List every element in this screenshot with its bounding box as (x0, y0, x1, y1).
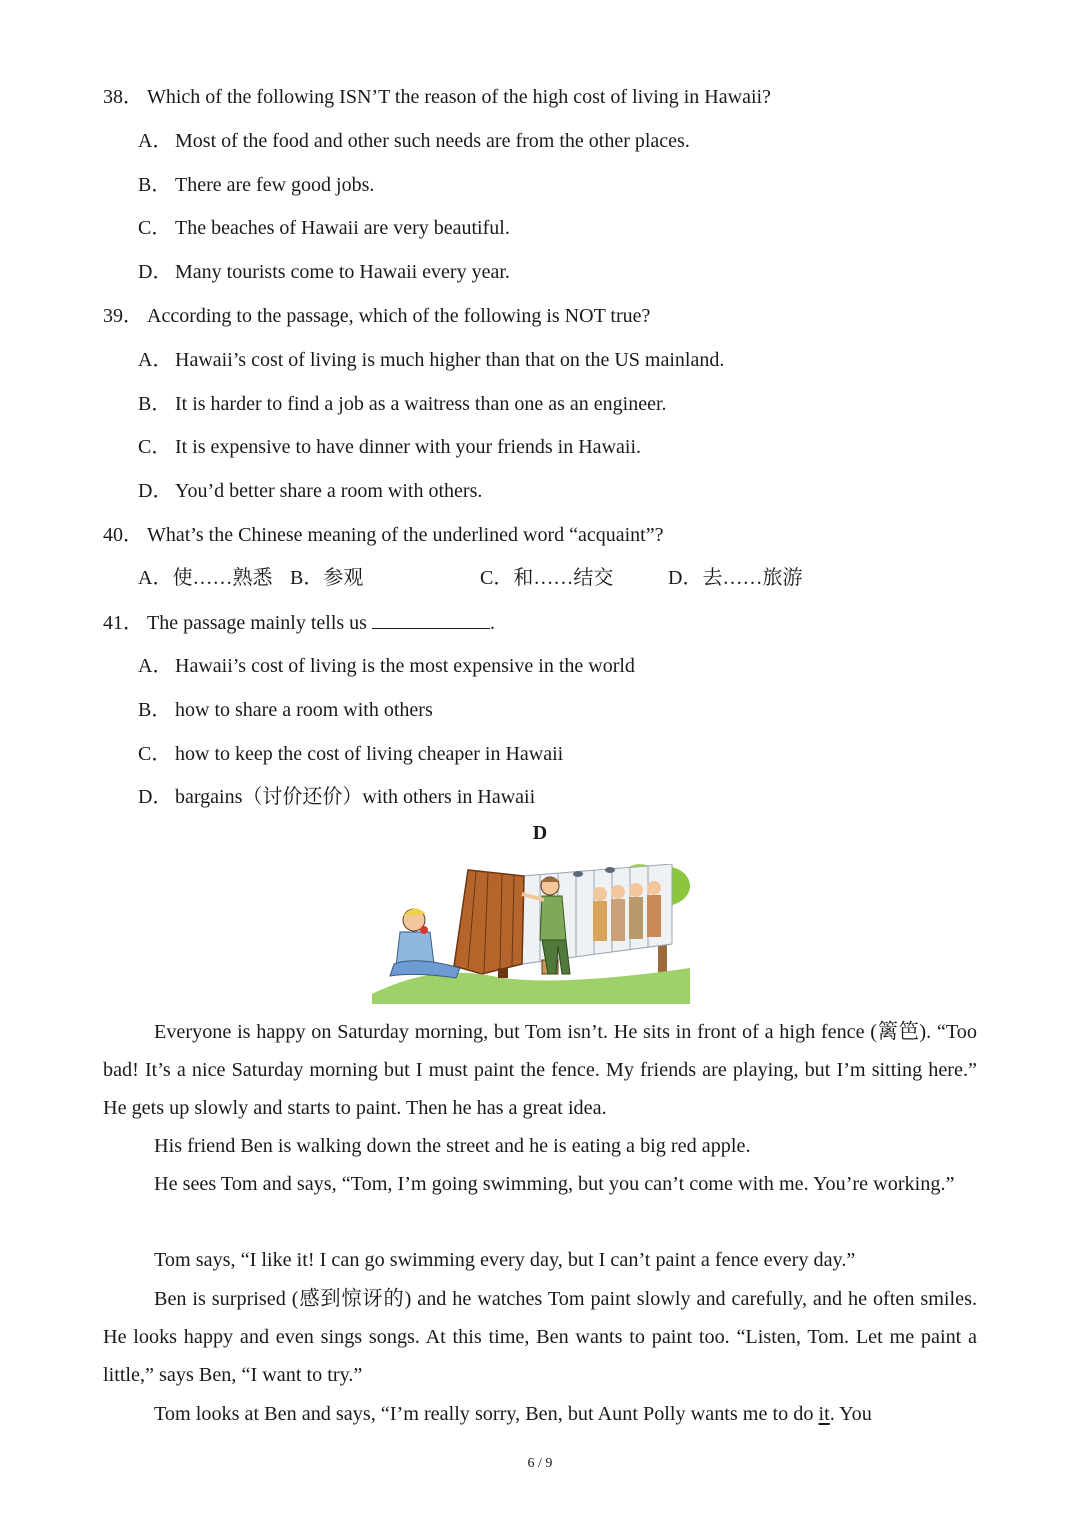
option-text: It is expensive to have dinner with your friends in Hawaii. (175, 436, 641, 458)
option-letter: A． (138, 349, 173, 371)
question-number: 41． (103, 612, 143, 634)
question-number: 38． (103, 86, 143, 108)
option-38-d (138, 255, 510, 284)
option-text: 使……熟悉 (172, 567, 273, 589)
paragraph-text: Tom says, “I like it! I can go swimming every day, but I can’t paint a fence every day.” (154, 1249, 856, 1271)
question-number: 39． (103, 305, 143, 327)
option-39-b (138, 387, 667, 416)
option-text: 去……旅游 (702, 567, 803, 589)
option-text: Hawaii’s cost of living is the most expensive in the world (175, 655, 635, 677)
paragraph-text: Ben is surprised (感到惊讶的) and he watches Tom paint slowly and carefully, and he often smiles. He looks happy and even sings songs. At this time, Ben wants to paint too. “Listen, Tom. Let me paint a little,” says Ben, “I want to try.” (103, 1288, 977, 1386)
option-letter: D． (138, 261, 173, 283)
question-40 (103, 518, 663, 547)
option-39-d (138, 474, 482, 503)
option-text: It is harder to find a job as a waitress than one as an engineer. (175, 393, 667, 415)
option-40-d (668, 561, 802, 590)
passage-paragraph-4 (103, 1241, 977, 1279)
option-text: The beaches of Hawaii are very beautiful. (175, 217, 510, 239)
option-text: Most of the food and other such needs are from the other places. (175, 130, 690, 152)
option-text: how to share a room with others (175, 699, 433, 721)
option-letter: C． (138, 436, 172, 458)
paragraph-text: . You (829, 1403, 872, 1425)
option-text: bargains（讨价还价）with others in Hawaii (175, 786, 536, 808)
paragraph-text: He sees Tom and says, “Tom, I’m going swimming, but you can’t come with me. You’re working.” (154, 1173, 955, 1195)
option-letter: D． (668, 567, 703, 589)
question-41 (103, 606, 495, 635)
option-letter: D． (138, 786, 173, 808)
option-letter: B． (290, 567, 324, 589)
question-number: 40． (103, 524, 143, 546)
fence-illustration (372, 864, 690, 1004)
option-39-a (138, 343, 724, 372)
question-39 (103, 299, 650, 328)
option-letter: B． (138, 174, 172, 196)
option-38-a (138, 124, 690, 153)
option-text: Hawaii’s cost of living is much higher than that on the US mainland. (175, 349, 725, 371)
option-38-b (138, 168, 374, 197)
section-heading: D (532, 822, 548, 844)
option-41-d (138, 780, 535, 809)
option-text: You’d better share a room with others. (175, 480, 483, 502)
question-38 (103, 80, 771, 109)
option-text: There are few good jobs. (175, 174, 375, 196)
question-text: Which of the following ISN’T the reason of the high cost of living in Hawaii? (147, 86, 771, 108)
option-letter: D． (138, 480, 173, 502)
passage-paragraph-5 (103, 1280, 977, 1394)
passage-paragraph-1 (103, 1013, 977, 1127)
option-text: 参观 (323, 567, 364, 589)
option-41-b (138, 693, 433, 722)
paragraph-text: His friend Ben is walking down the street and he is eating a big red apple. (154, 1135, 751, 1157)
question-text: According to the passage, which of the following is NOT true? (147, 305, 651, 327)
option-41-c (138, 737, 563, 766)
question-text: What’s the Chinese meaning of the underlined word “acquaint”? (147, 524, 664, 546)
passage-paragraph-2 (103, 1127, 977, 1165)
page-number: 6 / 9 (527, 1456, 553, 1471)
option-letter: A． (138, 567, 173, 589)
option-text: Many tourists come to Hawaii every year. (175, 261, 510, 283)
option-letter: A． (138, 655, 173, 677)
passage-paragraph-3 (103, 1165, 977, 1203)
option-39-c (138, 430, 641, 459)
option-letter: B． (138, 393, 172, 415)
paragraph-text: Everyone is happy on Saturday morning, but Tom isn’t. He sits in front of a high fence (篱笆). “Too bad! It’s a nice Saturday morning but I must paint the fence. My friends are playing, but I’m sitting here.” He gets up slowly and starts to paint. Then he has a great idea. (103, 1021, 977, 1119)
option-40-a (138, 561, 272, 590)
option-38-c (138, 211, 510, 240)
underlined-word: it (818, 1403, 830, 1425)
option-40-c (480, 561, 613, 590)
painted-fence (454, 870, 524, 974)
ben-figure (390, 908, 460, 978)
option-41-a (138, 649, 635, 678)
option-text: 和……结交 (513, 567, 614, 589)
option-letter: C． (138, 217, 172, 239)
passage-paragraph-6 (103, 1395, 977, 1433)
option-letter: C． (138, 743, 172, 765)
option-letter: C． (480, 567, 514, 589)
answer-blank (372, 610, 490, 629)
option-letter: A． (138, 130, 173, 152)
option-letter: B． (138, 699, 172, 721)
paragraph-text: Tom looks at Ben and says, “I’m really sorry, Ben, but Aunt Polly wants me to do (154, 1403, 819, 1425)
question-end: . (489, 612, 495, 634)
option-text: how to keep the cost of living cheaper in Hawaii (175, 743, 564, 765)
question-text: The passage mainly tells us (147, 612, 367, 634)
option-40-b (290, 561, 363, 590)
